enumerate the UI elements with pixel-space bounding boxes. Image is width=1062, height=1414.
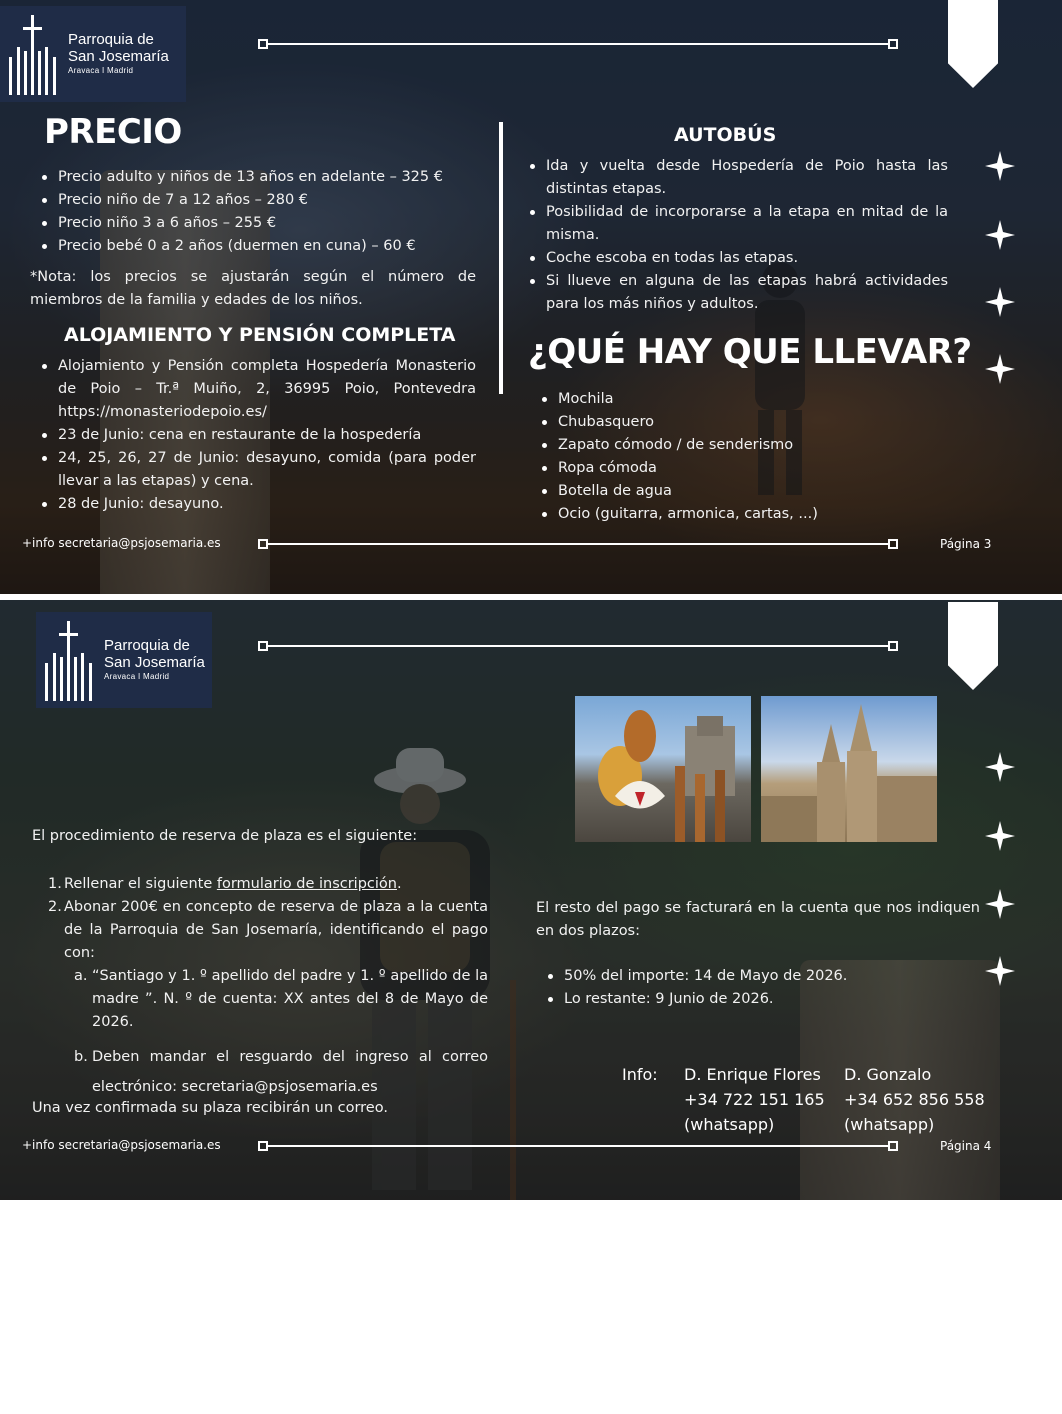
alojamiento-item: 28 de Junio: desayuno. (40, 493, 476, 516)
substep-a-text: “Santiago y 1. º apellido del padre y 1. º apellido de la madre ”. N. º de cuenta: XX antes del 8 de Mayo de 2026. (92, 968, 488, 1030)
step-1-text: Rellenar el siguiente (64, 876, 217, 892)
step-2-text: Abonar 200€ en concepto de reserva de plaza a la cuenta de la Parroquia de San Josemaría, identificando el pago con: (64, 899, 488, 961)
autobus-item: Ida y vuelta desde Hospedería de Poio hasta las distintas etapas. (528, 155, 948, 201)
step-number: 1. (48, 876, 62, 892)
vertical-divider (499, 122, 503, 394)
step-number: 2. (48, 899, 62, 915)
logo-line-1: Parroquia de (104, 637, 190, 655)
alojamiento-item: 24, 25, 26, 27 de Junio: desayuno, comida (para poder llevar a las etapas) y cena. (40, 447, 476, 493)
substep-a (64, 965, 488, 1034)
precio-list (40, 166, 480, 258)
autobus-item: Posibilidad de incorporarse a la etapa en mitad de la misma. (528, 201, 948, 247)
precio-title: PRECIO (44, 112, 182, 152)
step-2 (36, 896, 488, 1102)
parish-logo (36, 612, 212, 708)
payment-deadline-item: 50% del importe: 14 de Mayo de 2026. (546, 965, 966, 988)
llevar-item: Botella de agua (540, 480, 920, 503)
payment-deadline-item: Lo restante: 9 Junio de 2026. (546, 988, 966, 1011)
precio-note: *Nota: los precios se ajustarán según el número de miembros de la familia y edades de los niños. (30, 269, 476, 308)
top-divider-line (266, 645, 890, 647)
cross-organ-icon (6, 13, 60, 95)
page-number: Página 3 (940, 537, 992, 551)
bottom-divider-line (266, 1145, 890, 1147)
autobus-title: AUTOBÚS (674, 124, 777, 146)
footer-email[interactable]: +info secretaria@psjosemaria.es (22, 1138, 221, 1152)
autobus-item: Coche escoba en todas las etapas. (528, 247, 948, 270)
footer-email[interactable]: +info secretaria@psjosemaria.es (22, 536, 221, 550)
alojamiento-item: Alojamiento y Pensión completa Hospedería Monasterio de Poio – Tr.ª Muiño, 2, 36995 Poio, Pontevedra https://monasteriodepoio.es/ (40, 355, 476, 424)
llevar-title: ¿QUÉ HAY QUE LLEVAR? (528, 332, 972, 372)
contact-enrique (684, 1062, 825, 1137)
inscripcion-title: INSCRIPCIÓN Y RESERVA DE PLAZA (34, 1328, 399, 1412)
cross-organ-icon (42, 619, 96, 701)
logo-line-3: Aravaca I Madrid (68, 66, 134, 76)
logo-line-1: Parroquia de (68, 31, 154, 49)
step-1-end: . (396, 876, 402, 892)
contact-name: D. Gonzalo (844, 1065, 932, 1084)
alojamiento-title: ALOJAMIENTO Y PENSIÓN COMPLETA (64, 324, 456, 346)
substep-b (64, 1042, 488, 1102)
contact-phone[interactable]: +34 652 856 558 (844, 1090, 985, 1109)
substep-letter: a. (74, 968, 88, 984)
llevar-list (540, 388, 920, 526)
top-divider-line (266, 43, 890, 45)
contact-gonzalo (844, 1062, 985, 1137)
bottom-divider-line (266, 543, 890, 545)
parish-logo (0, 6, 186, 102)
page-number: Página 4 (940, 1139, 992, 1153)
procedure-steps (36, 873, 488, 1102)
llevar-item: Chubasquero (540, 411, 920, 434)
step-2-substeps (64, 965, 488, 1102)
info-label: Info: (622, 1065, 658, 1084)
logo-line-3: Aravaca I Madrid (104, 672, 170, 682)
slide-page-3 (0, 0, 1062, 594)
substep-letter: b. (74, 1049, 88, 1065)
registration-form-link[interactable]: formulario de inscripción (216, 876, 397, 892)
contact-phone[interactable]: +34 722 151 165 (684, 1090, 825, 1109)
precio-item: Precio bebé 0 a 2 años (duermen en cuna) – 60 € (40, 235, 480, 258)
step-1 (36, 873, 488, 896)
confirmation-note: Una vez confirmada su plaza recibirán un correo. (32, 1100, 388, 1116)
contact-name: D. Enrique Flores (684, 1065, 821, 1084)
contact-note: (whatsapp) (844, 1115, 935, 1134)
llevar-item: Ropa cómoda (540, 457, 920, 480)
cathedral-photo (761, 696, 937, 842)
souvenir-photo (575, 696, 751, 842)
precio-item: Precio niño de 7 a 12 años – 280 € (40, 189, 480, 212)
remaining-payment-text: El resto del pago se facturará en la cuenta que nos indiquen en dos plazos: (536, 900, 980, 939)
autobus-item: Si llueve en alguna de las etapas habrá actividades para los más niños y adultos. (528, 270, 948, 316)
llevar-item: Mochila (540, 388, 920, 411)
llevar-item: Zapato cómodo / de senderismo (540, 434, 920, 457)
precio-item: Precio adulto y niños de 13 años en adelante – 325 € (40, 166, 480, 189)
slide-page-4 (0, 600, 1062, 1412)
logo-line-2: San Josemaría (68, 47, 169, 65)
precio-item: Precio niño 3 a 6 años – 255 € (40, 212, 480, 235)
payment-deadlines-list (546, 965, 966, 1011)
autobus-list (528, 155, 948, 316)
substep-b-text: Deben mandar el resguardo del ingreso al correo electrónico: secretaria@psjosemaria.es (92, 1049, 488, 1095)
logo-line-2: San Josemaría (104, 653, 205, 671)
llevar-item: Ocio (guitarra, armonica, cartas, ...) (540, 503, 920, 526)
alojamiento-list (40, 355, 476, 516)
procedure-intro: El procedimiento de reserva de plaza es el siguiente: (32, 828, 418, 844)
alojamiento-item: 23 de Junio: cena en restaurante de la hospedería (40, 424, 476, 447)
contact-note: (whatsapp) (684, 1115, 775, 1134)
